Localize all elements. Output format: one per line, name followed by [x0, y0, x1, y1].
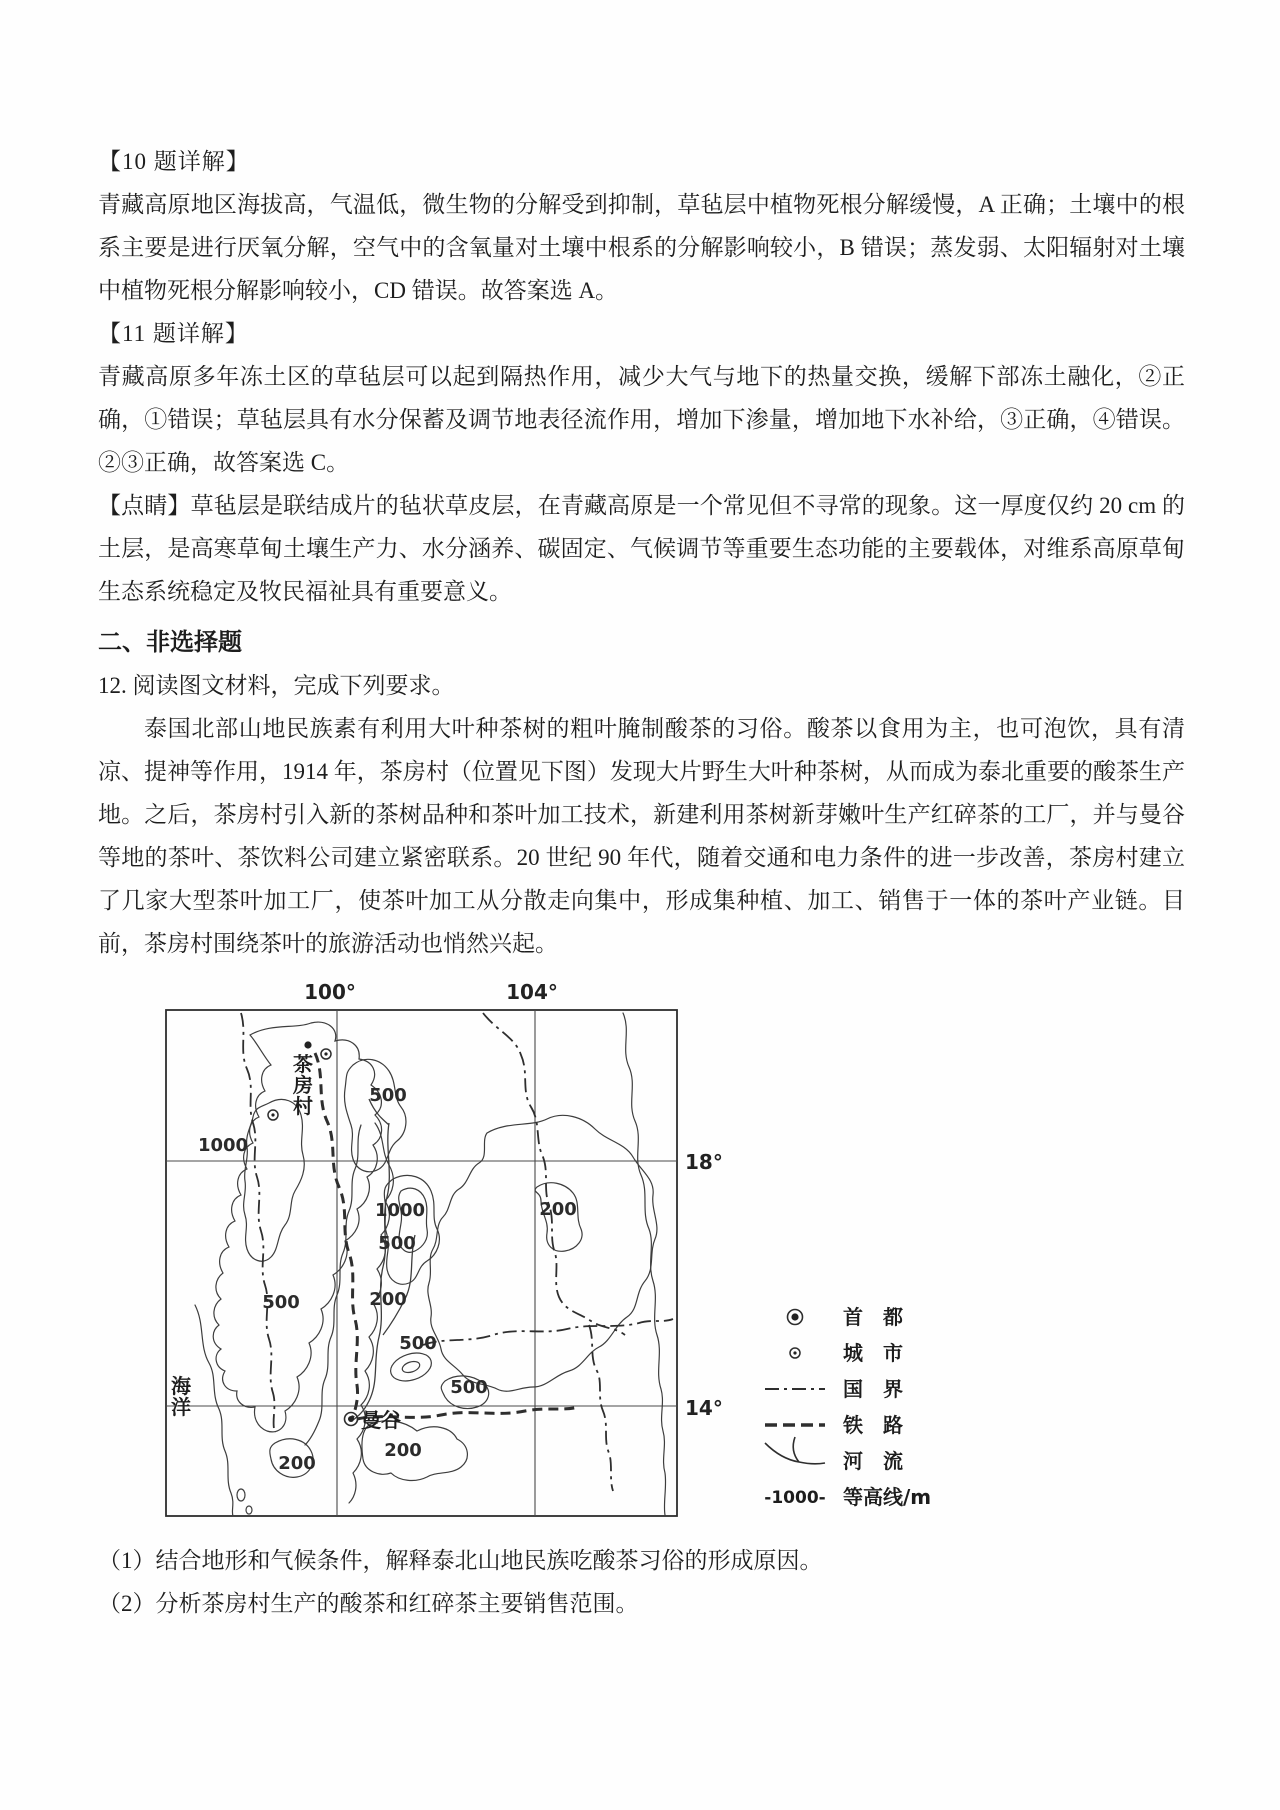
explanation-11-heading: 【11 题详解】: [98, 321, 249, 346]
legend-row-river: [765, 1437, 903, 1473]
lat-label-14: 14°: [685, 1396, 723, 1420]
lon-label-100: 100°: [304, 980, 356, 1004]
contour-icon: -1000-: [764, 1488, 826, 1508]
legend-label-city: 城 市: [843, 1341, 903, 1365]
question-12-material: 泰国北部山地民族素有利用大叶种茶树的粗叶腌制酸茶的习俗。酸茶以食用为主，也可泡饮，具有清凉、提神等作用，1914 年，茶房村（位置见下图）发现大片野生大叶种茶树，从而成为泰北重要的酸茶生产地。之后，茶房村引入新的茶树品种和茶叶加工技术，新建利用茶树新芽嫩叶生产红碎茶的工厂，并与曼谷等地的茶叶、茶饮料公司建立紧密联系。20 世纪 90 年代，随着交通和电力条件的进一步改善，茶房村建立了几家大型茶叶加工厂，使茶叶加工从分散走向集中，形成集种植、加工、销售于一体的茶叶产业链。目前，茶房村围绕茶叶的旅游活动也悄然兴起。: [98, 716, 1185, 956]
sub-question-2: （2）分析茶房村生产的酸茶和红碎茶主要销售范围。: [98, 1591, 639, 1616]
legend-row-capital: [788, 1305, 905, 1329]
highlight-label: 【点睛】: [98, 493, 191, 518]
river-icon: [765, 1437, 825, 1464]
contour-label-7: 500: [399, 1333, 437, 1354]
contour-label-2: 1000: [374, 1200, 426, 1221]
legend-label-river: 河 流: [843, 1449, 903, 1473]
contour-label-1: 500: [369, 1085, 407, 1106]
legend-label-contour: 等高线/m: [843, 1485, 932, 1509]
legend-row-city: [790, 1341, 903, 1365]
border-east-horizontal: [423, 1319, 673, 1345]
capital-symbol-bangkok-dot: [348, 1416, 354, 1422]
border-southeast: [589, 1325, 613, 1491]
city-symbol-west-dot: [271, 1113, 274, 1116]
island-2: [246, 1506, 252, 1514]
railways: [315, 1053, 579, 1419]
graticule: [166, 980, 723, 1516]
contour-label-4: 200: [369, 1289, 407, 1310]
ocean-label: 海洋: [171, 1374, 191, 1419]
contour-lines: [195, 1013, 666, 1516]
village-label: 茶房村: [293, 1052, 313, 1118]
contour-label-0: 1000: [197, 1135, 249, 1156]
explanation-11-body: 青藏高原多年冻土区的草毡层可以起到隔热作用，减少大气与地下的热量交换，缓解下部冻土融化，②正确，①错误；草毡层具有水分保蓄及调节地表径流作用，增加下渗量，增加地下水补给，③正确，④错误。②③正确，故答案选 C。: [98, 364, 1185, 475]
legend-row-border: [765, 1377, 903, 1401]
section-title: 二、非选择题: [98, 629, 242, 656]
contour-label-3: 500: [378, 1233, 416, 1254]
sub-question-1: （1）结合地形和气候条件，解释泰北山地民族吃酸茶习俗的形成原因。: [98, 1548, 823, 1573]
lat-label-18: 18°: [685, 1150, 723, 1174]
island-1: [237, 1489, 245, 1501]
coastline-southwest: [195, 1305, 233, 1516]
contour-central-ridge-west: [305, 1125, 361, 1445]
legend-label-capital: 首 都: [843, 1305, 903, 1329]
thailand-contour-map: [153, 973, 953, 1533]
contour-label-9: 200: [384, 1440, 422, 1461]
contour-far-east-line: [623, 1013, 666, 1515]
village-dot: [304, 1041, 311, 1048]
city-icon-dot: [793, 1351, 796, 1354]
city-symbol-north-dot: [324, 1052, 327, 1055]
legend-row-contour: [764, 1485, 931, 1509]
border-northeast: [483, 1013, 625, 1335]
contour-label-5: 200: [539, 1199, 577, 1220]
explanation-10-heading: 【10 题详解】: [98, 149, 250, 174]
highlight-note: [98, 484, 1185, 613]
question-12-intro: 12. 阅读图文材料，完成下列要求。: [98, 673, 455, 698]
map-figure: [153, 973, 1185, 1533]
highlight-body: 草毡层是联结成片的毡状草皮层，在青藏高原是一个常见但不寻常的现象。这一厚度仅约 20 cm 的土层，是高寒草甸土壤生产力、水分涵养、碳固定、气候调节等重要生态功能的主要载体，对维系高原草甸生态系统稳定及牧民福祉具有重要意义。: [98, 493, 1185, 604]
capital-label: 曼谷: [361, 1408, 401, 1432]
legend-label-railway: 铁 路: [843, 1413, 903, 1437]
contour-label-8: 500: [450, 1377, 488, 1398]
capital-icon-dot: [791, 1313, 798, 1320]
explanation-10-body: 青藏高原地区海拔高，气温低，微生物的分解受到抑制，草毡层中植物死根分解缓慢，A 正确；土壤中的根系主要是进行厌氧分解，空气中的含氧量对土壤中根系的分解影响较小，B 错误；蒸发弱、太阳辐射对土壤中植物死根分解影响较小，CD 错误。故答案选 A。: [98, 192, 1185, 303]
map-legend: [764, 1305, 931, 1509]
contour-se-oval-inner: [401, 1359, 421, 1374]
contour-label-10: 200: [278, 1453, 316, 1474]
contour-label-6: 500: [262, 1292, 300, 1313]
legend-row-railway: [765, 1413, 903, 1437]
lon-label-104: 104°: [506, 980, 558, 1004]
legend-label-border: 国 界: [843, 1377, 903, 1401]
